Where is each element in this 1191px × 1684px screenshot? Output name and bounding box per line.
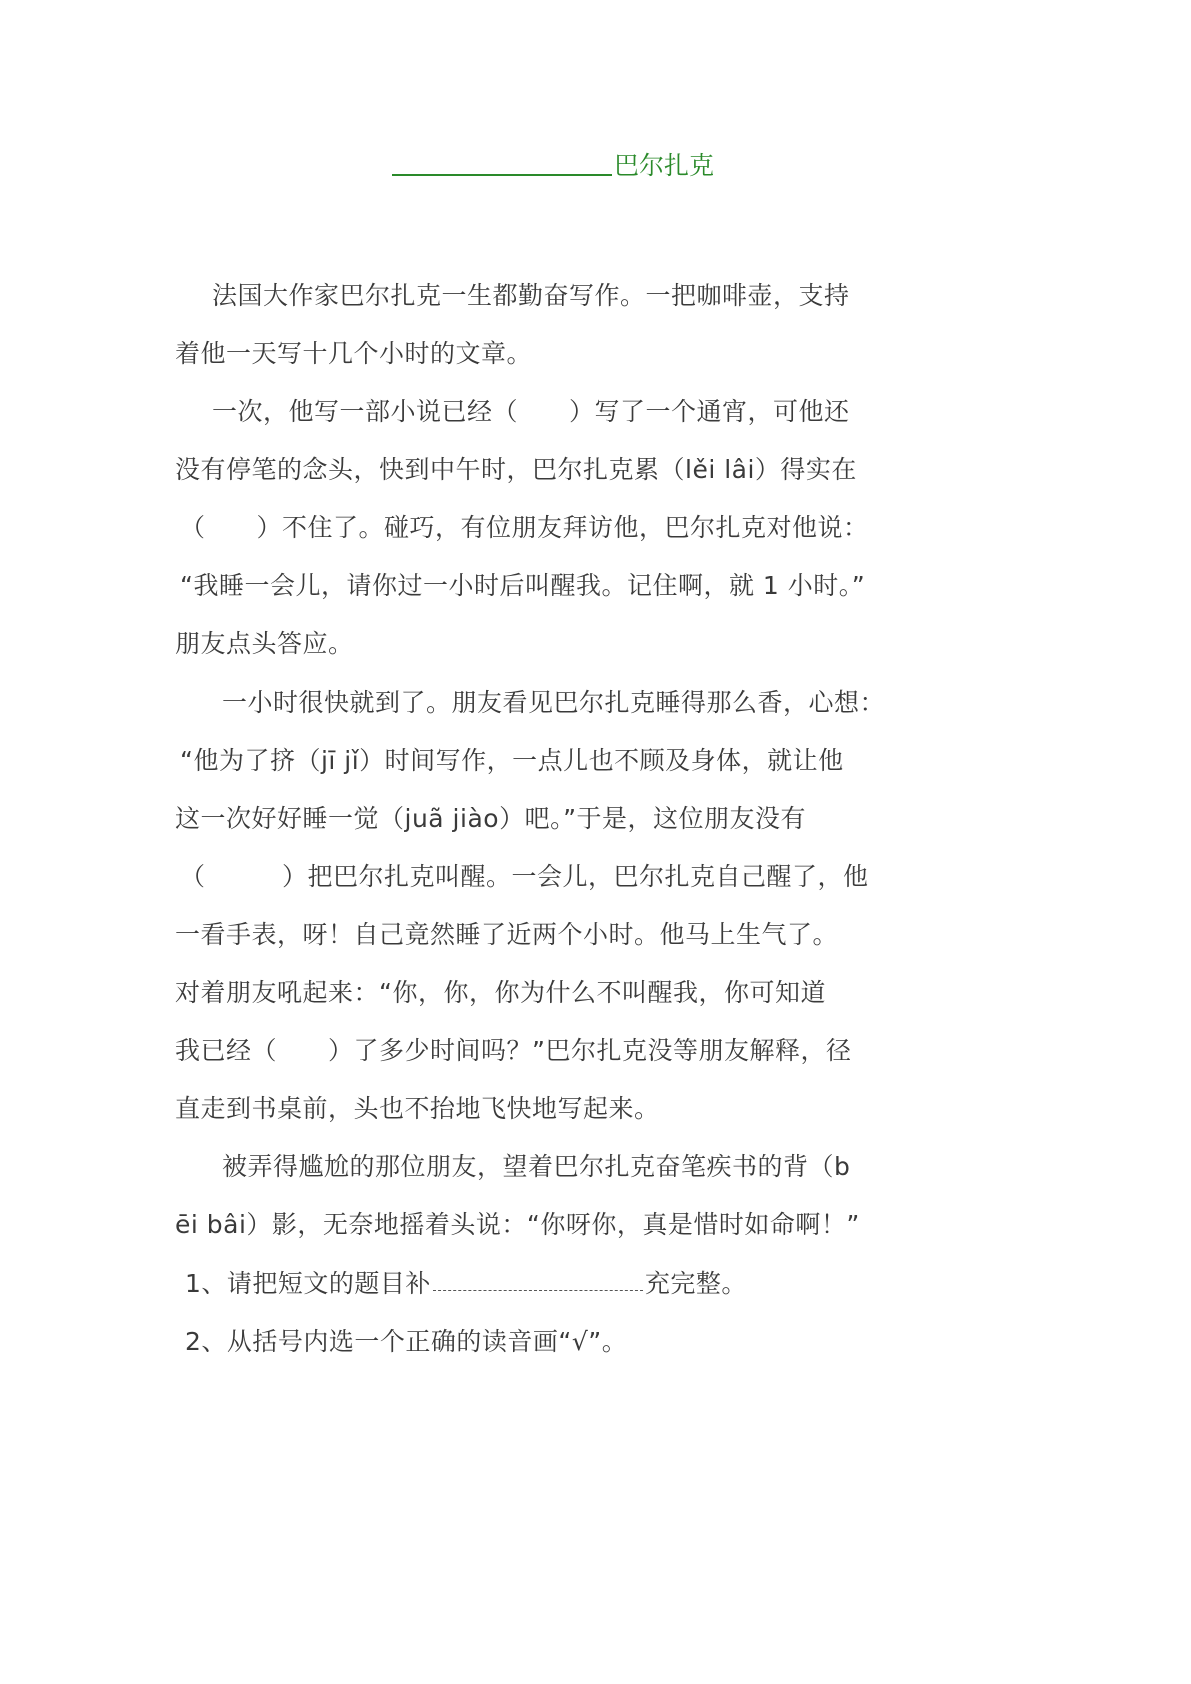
question-1-answer-blank[interactable] bbox=[433, 1264, 643, 1291]
passage-line: ēi bâi）影，无奈地摇着头说：“你呀你，真是惜时如命啊！” bbox=[175, 1210, 860, 1239]
passage-line: “他为了挤（jī jǐ）时间写作，一点儿也不顾及身体，就让他 bbox=[180, 746, 844, 775]
passage-line: 朋友点头答应。 bbox=[175, 629, 354, 658]
passage-line: 被弄得尴尬的那位朋友，望着巴尔扎克奋笔疾书的背（b bbox=[222, 1152, 851, 1181]
passage-line: 一看手表，呀！自己竟然睡了近两个小时。他马上生气了。 bbox=[175, 920, 839, 949]
title-text: 巴尔扎克 bbox=[614, 151, 715, 180]
question-2: 2、从括号内选一个正确的读音画“√”。 bbox=[185, 1327, 628, 1356]
passage-line: 这一次好好睡一觉（juã jiào）吧。”于是，这位朋友没有 bbox=[175, 804, 807, 833]
passage-line: 对着朋友吼起来：“你，你，你为什么不叫醒我，你可知道 bbox=[175, 978, 826, 1007]
question-1 bbox=[185, 1264, 945, 1304]
passage-line: “我睡一会儿，请你过一小时后叫醒我。记住啊，就 1 小时。” bbox=[180, 571, 866, 600]
passage-line: 着他一天写十几个小时的文章。 bbox=[175, 339, 533, 368]
passage-line: 我已经（ ）了多少时间吗？”巴尔扎克没等朋友解释，径 bbox=[175, 1036, 852, 1065]
passage-line: 一次，他写一部小说已经（ ）写了一个通宵，可他还 bbox=[212, 397, 850, 426]
passage-line: 一小时很快就到了。朋友看见巴尔扎克睡得那么香，心想： bbox=[222, 688, 886, 717]
passage-line: 直走到书桌前，头也不抬地飞快地写起来。 bbox=[175, 1094, 660, 1123]
passage-line: （ ）不住了。碰巧，有位朋友拜访他，巴尔扎克对他说： bbox=[180, 513, 869, 542]
question-1-text-before: 1、请把短文的题目补 bbox=[185, 1269, 431, 1298]
passage-line: （ ）把巴尔扎克叫醒。一会儿，巴尔扎克自己醒了，他 bbox=[180, 862, 869, 891]
passage-line: 法国大作家巴尔扎克一生都勤奋写作。一把咖啡壶，支持 bbox=[212, 281, 850, 310]
passage-title bbox=[392, 148, 714, 184]
question-1-text-after: 充完整。 bbox=[644, 1269, 747, 1298]
title-fill-blank[interactable] bbox=[392, 148, 612, 176]
passage-line: 没有停笔的念头，快到中午时，巴尔扎克累（lěi lâi）得实在 bbox=[175, 455, 857, 484]
